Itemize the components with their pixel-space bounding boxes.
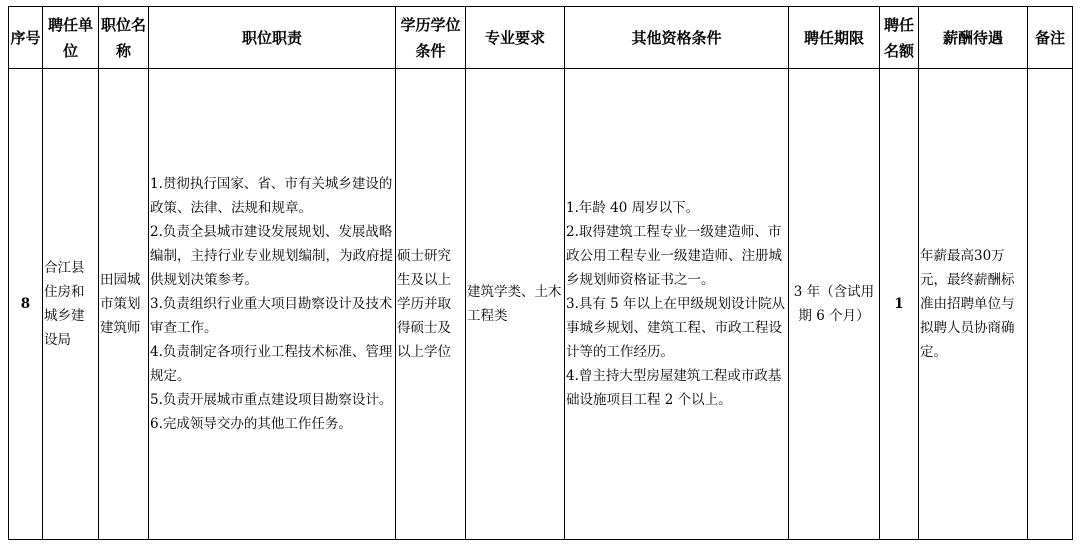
header-quota: 聘任名额: [880, 7, 919, 69]
qualification-item: 4.曾主持大型房屋建筑工程或市政基础设施项目工程 2 个以上。: [566, 368, 782, 408]
header-duties: 职位职责: [149, 7, 396, 69]
duty-item: 4.负责制定各项行业工程技术标准、管理规定。: [150, 344, 393, 384]
cell-duties: [149, 69, 396, 540]
table-row: [9, 69, 1073, 540]
duty-item: 5.负责开展城市重点建设项目勘察设计。: [150, 392, 393, 408]
header-major: 专业要求: [466, 7, 565, 69]
header-position: 职位名称: [99, 7, 149, 69]
qualification-item: 1.年龄 40 周岁以下。: [566, 200, 700, 216]
cell-salary: 年薪最高30万元，最终薪酬标准由招聘单位与拟聘人员协商确定。: [919, 69, 1028, 540]
header-unit: 聘任单位: [43, 7, 99, 69]
cell-unit: 合江县住房和城乡建设局: [43, 69, 99, 540]
cell-degree: 硕士研究生及以上学历并取得硕士及以上学位: [396, 69, 466, 540]
cell-position: 田园城市策划建筑师: [99, 69, 149, 540]
duty-item: 3.负责组织行业重大项目勘察设计及技术审查工作。: [150, 296, 393, 336]
header-degree: 学历学位条件: [396, 7, 466, 69]
cell-major: 建筑学类、土木工程类: [466, 69, 565, 540]
cell-seq: 8: [9, 69, 43, 540]
duty-item: 2.负责全县城市建设发展规划、发展战略编制，主持行业专业规划编制，为政府提供规划决策参考。: [150, 224, 393, 288]
qualification-item: 3.具有 5 年以上在甲级规划设计院从事城乡规划、建筑工程、市政工程设计等的工作经历。: [566, 296, 786, 360]
header-salary: 薪酬待遇: [919, 7, 1028, 69]
header-seq: 序号: [9, 7, 43, 69]
header-other: 其他资格条件: [565, 7, 789, 69]
header-term: 聘任期限: [789, 7, 880, 69]
duty-item: 1.贯彻执行国家、省、市有关城乡建设的政策、法律、法规和规章。: [150, 176, 393, 216]
cell-remark: [1028, 69, 1073, 540]
header-remark: 备注: [1028, 7, 1073, 69]
qualification-item: 2.取得建筑工程专业一级建造师、市政公用工程专业一级建造师、注册城乡规划师资格证书之一。: [566, 224, 782, 288]
duty-item: 6.完成领导交办的其他工作任务。: [150, 416, 352, 432]
cell-quota: 1: [880, 69, 919, 540]
cell-term: 3 年（含试用期 6 个月）: [789, 69, 880, 540]
header-row: [9, 7, 1073, 69]
recruitment-table: [8, 6, 1073, 540]
cell-other: [565, 69, 789, 540]
